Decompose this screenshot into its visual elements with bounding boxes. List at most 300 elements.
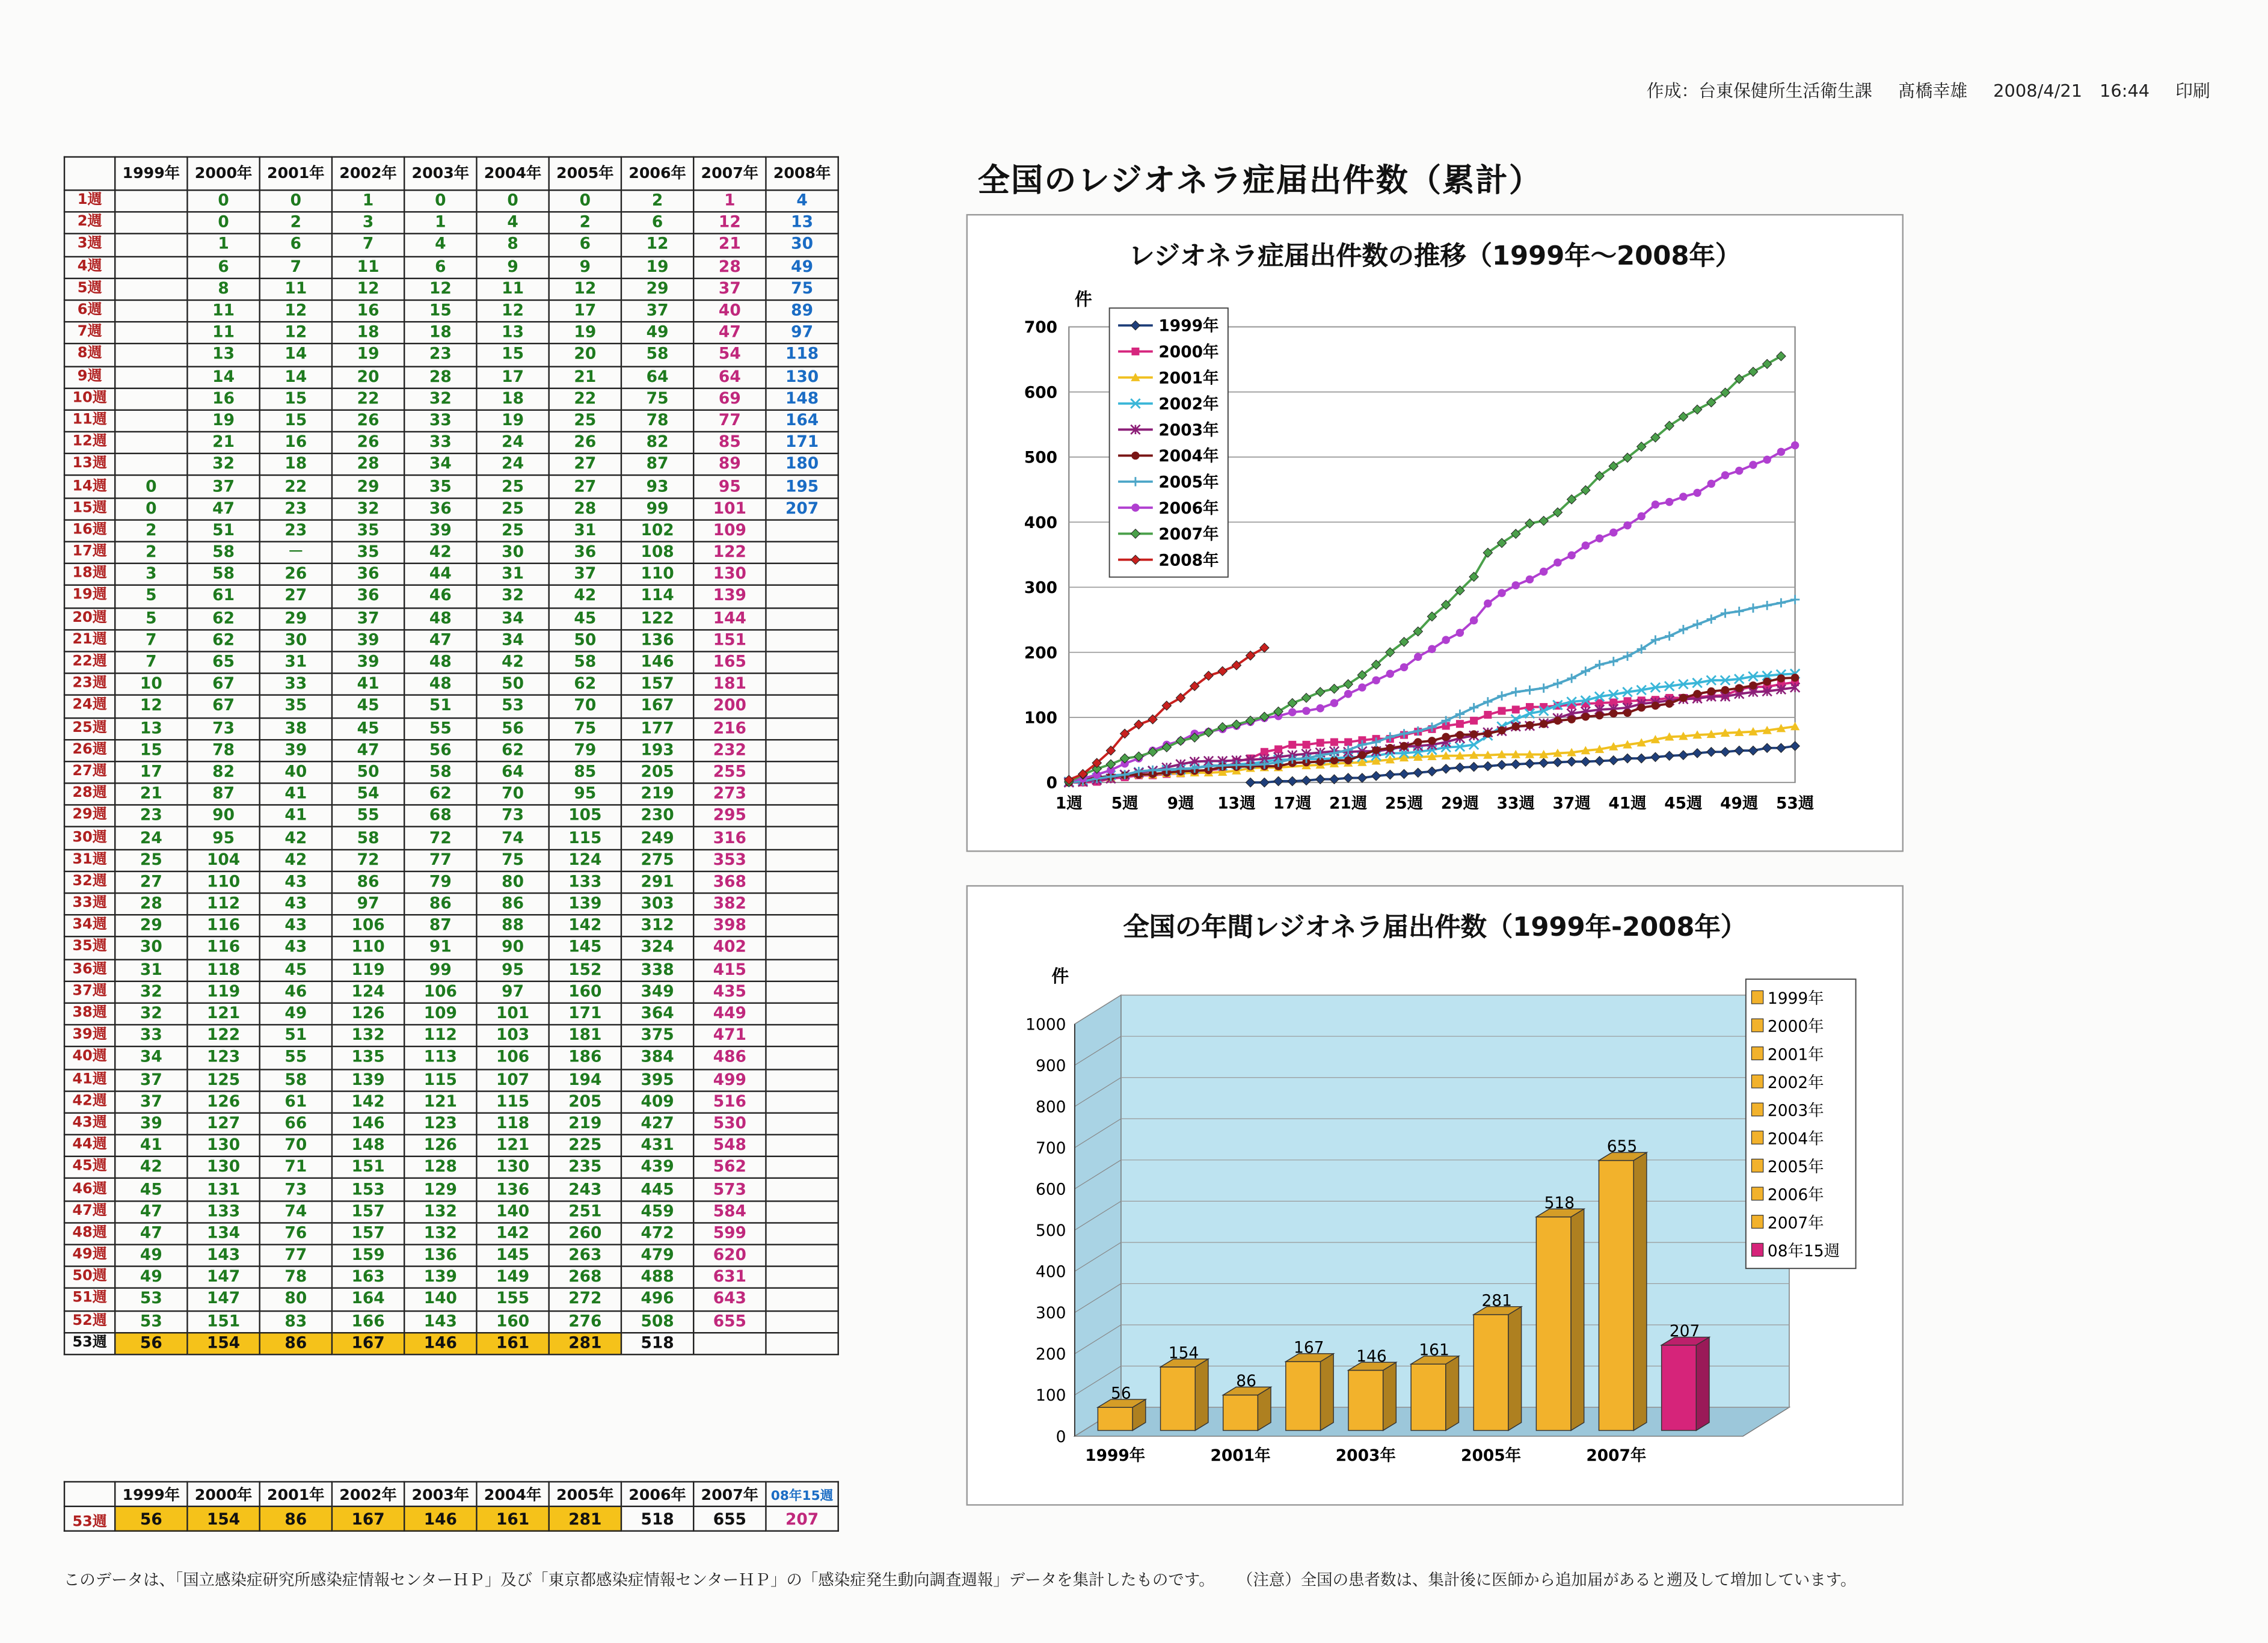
- table-cell: 427: [621, 1113, 693, 1135]
- summary-column-header: 2003年: [404, 1482, 476, 1506]
- table-cell: 12: [693, 212, 766, 235]
- table-cell: 47: [404, 630, 476, 652]
- table-cell: 118: [187, 959, 259, 981]
- table-cell: 353: [693, 849, 766, 871]
- table-cell: 48: [404, 674, 476, 696]
- table-cell: 130: [766, 366, 838, 388]
- data-point: [1414, 738, 1422, 746]
- table-row: [64, 498, 838, 520]
- table-cell: [766, 1267, 838, 1289]
- table-cell: 85: [693, 432, 766, 454]
- table-cell: 37: [621, 300, 693, 322]
- data-point: [1302, 741, 1310, 749]
- table-cell: 95: [693, 476, 766, 498]
- table-cell: 148: [332, 1135, 404, 1157]
- y-tick-label: 300: [1036, 1304, 1066, 1323]
- table-cell: 479: [621, 1245, 693, 1267]
- bar-front: [1662, 1345, 1697, 1431]
- table-cell: 33: [115, 1025, 187, 1047]
- table-cell: 0: [476, 190, 549, 212]
- table-row: [64, 937, 838, 959]
- data-point: [1442, 733, 1449, 741]
- table-cell: 62: [187, 630, 259, 652]
- table-cell: 364: [621, 1003, 693, 1025]
- table-cell: 655: [693, 1310, 766, 1333]
- table-cell: 74: [476, 828, 549, 850]
- table-cell: [766, 1333, 838, 1355]
- table-cell: 27: [260, 586, 332, 608]
- table-cell: 177: [621, 717, 693, 740]
- x-tick-label: 2007年: [1586, 1446, 1647, 1466]
- table-cell: 69: [693, 388, 766, 410]
- table-cell: 375: [621, 1025, 693, 1047]
- table-cell: 123: [404, 1113, 476, 1135]
- y-tick-label: 300: [1024, 579, 1058, 598]
- table-cell: 181: [693, 674, 766, 696]
- table-cell: 121: [476, 1135, 549, 1157]
- table-cell: 37: [693, 278, 766, 300]
- table-row: [64, 630, 838, 652]
- data-point: [1344, 739, 1352, 746]
- table-cell: 149: [476, 1267, 549, 1289]
- data-point: [1679, 694, 1687, 702]
- table-cell: 37: [115, 1091, 187, 1113]
- table-cell: 5: [115, 607, 187, 630]
- table-cell: 31: [549, 520, 621, 542]
- table-cell: 33: [260, 674, 332, 696]
- bar-front: [1536, 1217, 1571, 1430]
- table-cell: 124: [332, 981, 404, 1003]
- table-row: [64, 1156, 838, 1179]
- table-cell: 11: [476, 278, 549, 300]
- bar-value-label: 167: [1294, 1338, 1324, 1357]
- print-header: [1626, 78, 2210, 103]
- data-point: [1526, 721, 1534, 729]
- bar-front: [1411, 1364, 1446, 1430]
- table-cell: 53: [115, 1310, 187, 1333]
- data-point: [1693, 690, 1701, 698]
- table-cell: 79: [549, 739, 621, 761]
- table-cell: [766, 1047, 838, 1069]
- table-row: [64, 607, 838, 630]
- table-row: [64, 322, 838, 344]
- summary-corner: [64, 1482, 115, 1506]
- footer-source-note: このデータは、「国立感染症研究所感染症情報センターＨＰ」及び「東京都感染症情報センターＨＰ」の「感染症発生動向調査週報」データを集計したものです。: [63, 1570, 1215, 1590]
- table-cell: 132: [332, 1025, 404, 1047]
- week-label: 14週: [64, 476, 115, 498]
- table-row: [64, 849, 838, 871]
- table-cell: 40: [260, 761, 332, 784]
- week-label: 11週: [64, 410, 115, 432]
- column-header: 2000年: [187, 157, 259, 190]
- table-cell: [766, 893, 838, 915]
- table-cell: 45: [549, 607, 621, 630]
- week-label: 16週: [64, 520, 115, 542]
- table-cell: 99: [404, 959, 476, 981]
- table-cell: 126: [187, 1091, 259, 1113]
- table-cell: [766, 651, 838, 674]
- table-cell: 86: [476, 893, 549, 915]
- table-cell: 97: [766, 322, 838, 344]
- table-cell: [766, 805, 838, 828]
- bar-front: [1474, 1315, 1508, 1431]
- week-label: 43週: [64, 1113, 115, 1135]
- table-row: [64, 915, 838, 938]
- table-cell: 205: [621, 761, 693, 784]
- table-cell: 12: [621, 234, 693, 256]
- table-cell: [115, 454, 187, 476]
- table-cell: 42: [260, 828, 332, 850]
- data-point: [1344, 690, 1352, 698]
- main-title: 全国のレジオネラ症届出件数（累計）: [977, 163, 1543, 200]
- table-cell: 35: [404, 476, 476, 498]
- table-cell: 75: [476, 849, 549, 871]
- data-point: [1512, 581, 1520, 589]
- week-label: 19週: [64, 586, 115, 608]
- column-header: 2004年: [476, 157, 549, 190]
- table-cell: 13: [187, 344, 259, 366]
- x-tick-label: 49週: [1720, 794, 1759, 813]
- table-cell: [766, 959, 838, 981]
- table-cell: 276: [549, 1310, 621, 1333]
- table-cell: 49: [115, 1267, 187, 1289]
- table-cell: 9: [476, 256, 549, 278]
- table-cell: 7: [115, 651, 187, 674]
- x-tick-label: 1999年: [1085, 1446, 1146, 1466]
- table-cell: [766, 981, 838, 1003]
- table-cell: 0: [115, 498, 187, 520]
- table-cell: 37: [332, 607, 404, 630]
- table-cell: 49: [621, 322, 693, 344]
- data-point: [1582, 541, 1590, 549]
- table-cell: 36: [404, 498, 476, 520]
- table-cell: 303: [621, 893, 693, 915]
- header-action: 印刷: [2175, 81, 2210, 102]
- week-label: 47週: [64, 1200, 115, 1223]
- y-tick-label: 700: [1024, 318, 1058, 337]
- table-cell: 86: [332, 871, 404, 894]
- table-row: [64, 190, 838, 212]
- table-cell: 19: [476, 410, 549, 432]
- table-cell: 11: [187, 322, 259, 344]
- table-cell: 195: [766, 476, 838, 498]
- table-cell: 155: [476, 1289, 549, 1311]
- table-cell: 39: [404, 520, 476, 542]
- table-cell: 124: [549, 849, 621, 871]
- legend-swatch: [1751, 1019, 1763, 1032]
- table-cell: －: [260, 542, 332, 564]
- table-cell: 449: [693, 1003, 766, 1025]
- data-point: [1131, 503, 1139, 511]
- legend-label: 2004年: [1158, 447, 1219, 466]
- table-row: [64, 981, 838, 1003]
- table-cell: 135: [332, 1047, 404, 1069]
- x-tick-label: 1週: [1055, 794, 1083, 813]
- summary-cell: 86: [260, 1506, 332, 1531]
- table-cell: 194: [549, 1069, 621, 1091]
- table-cell: 518: [621, 1333, 693, 1355]
- x-tick-label: 33週: [1496, 794, 1535, 813]
- table-cell: 157: [332, 1223, 404, 1245]
- table-cell: 4: [766, 190, 838, 212]
- data-point: [1637, 512, 1645, 520]
- table-cell: 58: [187, 542, 259, 564]
- table-cell: 55: [260, 1047, 332, 1069]
- table-cell: 47: [115, 1200, 187, 1223]
- table-cell: 395: [621, 1069, 693, 1091]
- table-cell: 27: [549, 454, 621, 476]
- table-cell: 119: [332, 959, 404, 981]
- table-cell: 36: [549, 542, 621, 564]
- table-cell: 23: [404, 344, 476, 366]
- table-cell: [766, 564, 838, 586]
- table-cell: 32: [404, 388, 476, 410]
- table-row: [64, 761, 838, 784]
- table-row: [64, 520, 838, 542]
- table-cell: 7: [332, 234, 404, 256]
- table-cell: 13: [115, 717, 187, 740]
- table-cell: 171: [549, 1003, 621, 1025]
- table-cell: 139: [404, 1267, 476, 1289]
- footer-caution-note: （注意）全国の患者数は、集計後に医師から追加届があると遡及して増加しています。: [1237, 1570, 1857, 1590]
- table-cell: 118: [766, 344, 838, 366]
- table-cell: 77: [404, 849, 476, 871]
- data-point: [1470, 730, 1478, 738]
- data-point: [1652, 500, 1659, 508]
- table-cell: 338: [621, 959, 693, 981]
- legend-label: 2001年: [1767, 1045, 1824, 1064]
- table-cell: 21: [549, 366, 621, 388]
- table-cell: 146: [621, 651, 693, 674]
- table-cell: 65: [187, 651, 259, 674]
- data-point: [1735, 684, 1743, 692]
- table-cell: 102: [621, 520, 693, 542]
- legend-swatch: [1751, 1131, 1763, 1144]
- week-label: 7週: [64, 322, 115, 344]
- table-cell: 79: [404, 871, 476, 894]
- table-cell: 22: [260, 476, 332, 498]
- table-cell: [766, 1069, 838, 1091]
- bar-value-label: 154: [1168, 1344, 1199, 1363]
- table-cell: 0: [549, 190, 621, 212]
- table-header-row: [64, 157, 838, 190]
- table-cell: 72: [332, 849, 404, 871]
- table-cell: 19: [332, 344, 404, 366]
- legend-label: 2005年: [1158, 473, 1219, 492]
- table-cell: 18: [476, 388, 549, 410]
- table-cell: 488: [621, 1267, 693, 1289]
- table-cell: 142: [476, 1223, 549, 1245]
- week-label: 37週: [64, 981, 115, 1003]
- table-cell: 51: [187, 520, 259, 542]
- table-cell: 41: [260, 805, 332, 828]
- table-cell: [766, 674, 838, 696]
- summary-week-label: 53週: [64, 1506, 115, 1531]
- table-cell: 18: [404, 322, 476, 344]
- table-cell: 29: [332, 476, 404, 498]
- table-cell: 7: [115, 630, 187, 652]
- table-cell: 37: [187, 476, 259, 498]
- summary-column-header: 2007年: [693, 1482, 766, 1506]
- table-cell: 4: [404, 234, 476, 256]
- table-cell: 19: [621, 256, 693, 278]
- header-name: 髙橋幸雄: [1898, 81, 1968, 102]
- table-cell: 56: [476, 717, 549, 740]
- table-cell: 95: [549, 783, 621, 805]
- table-cell: 16: [187, 388, 259, 410]
- table-cell: 97: [476, 981, 549, 1003]
- data-point: [1498, 726, 1505, 734]
- table-cell: [115, 388, 187, 410]
- table-cell: 15: [476, 344, 549, 366]
- summary-cell: 167: [332, 1506, 404, 1531]
- table-cell: 431: [621, 1135, 693, 1157]
- table-cell: 35: [260, 695, 332, 717]
- data-point: [1330, 699, 1338, 707]
- summary-column-header: 2002年: [332, 1482, 404, 1506]
- table-cell: 51: [404, 695, 476, 717]
- table-cell: [766, 1135, 838, 1157]
- table-cell: 151: [693, 630, 766, 652]
- table-cell: [766, 717, 838, 740]
- table-cell: 1: [693, 190, 766, 212]
- table-cell: 22: [549, 388, 621, 410]
- table-cell: 97: [332, 893, 404, 915]
- data-point: [1470, 717, 1478, 725]
- table-cell: [115, 190, 187, 212]
- table-cell: 435: [693, 981, 766, 1003]
- table-row: [64, 739, 838, 761]
- week-label: 20週: [64, 607, 115, 630]
- data-point: [1693, 489, 1701, 497]
- week-label: 9週: [64, 366, 115, 388]
- table-cell: 110: [621, 564, 693, 586]
- legend-label: 2003年: [1767, 1101, 1824, 1120]
- bar-2006年: [1536, 1194, 1584, 1430]
- table-cell: 56: [115, 1333, 187, 1355]
- table-cell: 12: [476, 300, 549, 322]
- table-cell: 24: [476, 454, 549, 476]
- summary-cell: 518: [621, 1506, 693, 1531]
- table-cell: 21: [693, 234, 766, 256]
- bar-side: [1446, 1356, 1459, 1431]
- table-cell: 643: [693, 1289, 766, 1311]
- table-row: [64, 805, 838, 828]
- legend-swatch: [1751, 1215, 1763, 1229]
- data-point: [1317, 739, 1324, 747]
- table-cell: 17: [549, 300, 621, 322]
- y-tick-label: 800: [1036, 1098, 1066, 1117]
- legend-label: 2000年: [1767, 1017, 1824, 1036]
- table-row: [64, 1003, 838, 1025]
- table-cell: 139: [549, 893, 621, 915]
- table-cell: 516: [693, 1091, 766, 1113]
- table-cell: [766, 1113, 838, 1135]
- table-cell: 324: [621, 937, 693, 959]
- table-cell: 18: [332, 322, 404, 344]
- y-tick-label: 400: [1024, 513, 1058, 532]
- table-cell: 133: [187, 1200, 259, 1223]
- data-point: [1484, 600, 1492, 607]
- data-point: [1400, 742, 1408, 750]
- table-cell: [766, 937, 838, 959]
- table-cell: 12: [260, 322, 332, 344]
- table-row: [64, 1179, 838, 1201]
- table-cell: 167: [332, 1333, 404, 1355]
- x-tick-label: 25週: [1384, 794, 1424, 813]
- table-cell: 64: [476, 761, 549, 784]
- legend-swatch: [1751, 990, 1763, 1004]
- table-cell: 415: [693, 959, 766, 981]
- table-cell: 49: [766, 256, 838, 278]
- table-cell: 24: [476, 432, 549, 454]
- legend-label: 2001年: [1158, 369, 1219, 388]
- table-row: [64, 454, 838, 476]
- table-cell: 56: [404, 739, 476, 761]
- table-cell: 205: [549, 1091, 621, 1113]
- data-point: [1609, 710, 1617, 717]
- legend-label: 2003年: [1158, 420, 1219, 440]
- table-cell: [766, 915, 838, 938]
- table-cell: 30: [476, 542, 549, 564]
- table-cell: 157: [332, 1200, 404, 1223]
- table-cell: 12: [549, 278, 621, 300]
- table-cell: 368: [693, 871, 766, 894]
- data-point: [1582, 713, 1590, 720]
- legend-swatch: [1751, 1103, 1763, 1116]
- table-cell: 133: [549, 871, 621, 894]
- table-cell: 49: [115, 1245, 187, 1267]
- table-cell: 6: [621, 212, 693, 235]
- data-point: [1428, 737, 1436, 745]
- table-cell: 166: [332, 1310, 404, 1333]
- table-cell: 243: [549, 1179, 621, 1201]
- week-label: 26週: [64, 739, 115, 761]
- data-point: [1526, 576, 1534, 583]
- table-cell: 23: [260, 520, 332, 542]
- table-cell: 89: [693, 454, 766, 476]
- table-cell: 78: [621, 410, 693, 432]
- table-cell: 39: [332, 651, 404, 674]
- week-label: 45週: [64, 1156, 115, 1179]
- table-cell: 496: [621, 1289, 693, 1311]
- week-label: 28週: [64, 783, 115, 805]
- table-cell: 23: [260, 498, 332, 520]
- table-cell: 6: [549, 234, 621, 256]
- table-cell: 83: [260, 1310, 332, 1333]
- table-cell: 562: [693, 1156, 766, 1179]
- table-cell: 382: [693, 893, 766, 915]
- table-cell: 130: [187, 1156, 259, 1179]
- table-cell: 32: [115, 1003, 187, 1025]
- table-row: [64, 871, 838, 894]
- table-cell: 87: [404, 915, 476, 938]
- table-cell: 112: [187, 893, 259, 915]
- table-cell: 151: [332, 1156, 404, 1179]
- table-cell: 3: [115, 564, 187, 586]
- data-point: [1707, 687, 1715, 695]
- table-cell: 349: [621, 981, 693, 1003]
- table-cell: 153: [332, 1179, 404, 1201]
- table-cell: [766, 1156, 838, 1179]
- table-cell: 15: [404, 300, 476, 322]
- legend-label: 2002年: [1767, 1073, 1824, 1093]
- table-cell: 132: [404, 1223, 476, 1245]
- data-point: [1777, 448, 1785, 456]
- table-cell: 26: [549, 432, 621, 454]
- week-label: 2週: [64, 212, 115, 235]
- data-point: [1512, 722, 1520, 730]
